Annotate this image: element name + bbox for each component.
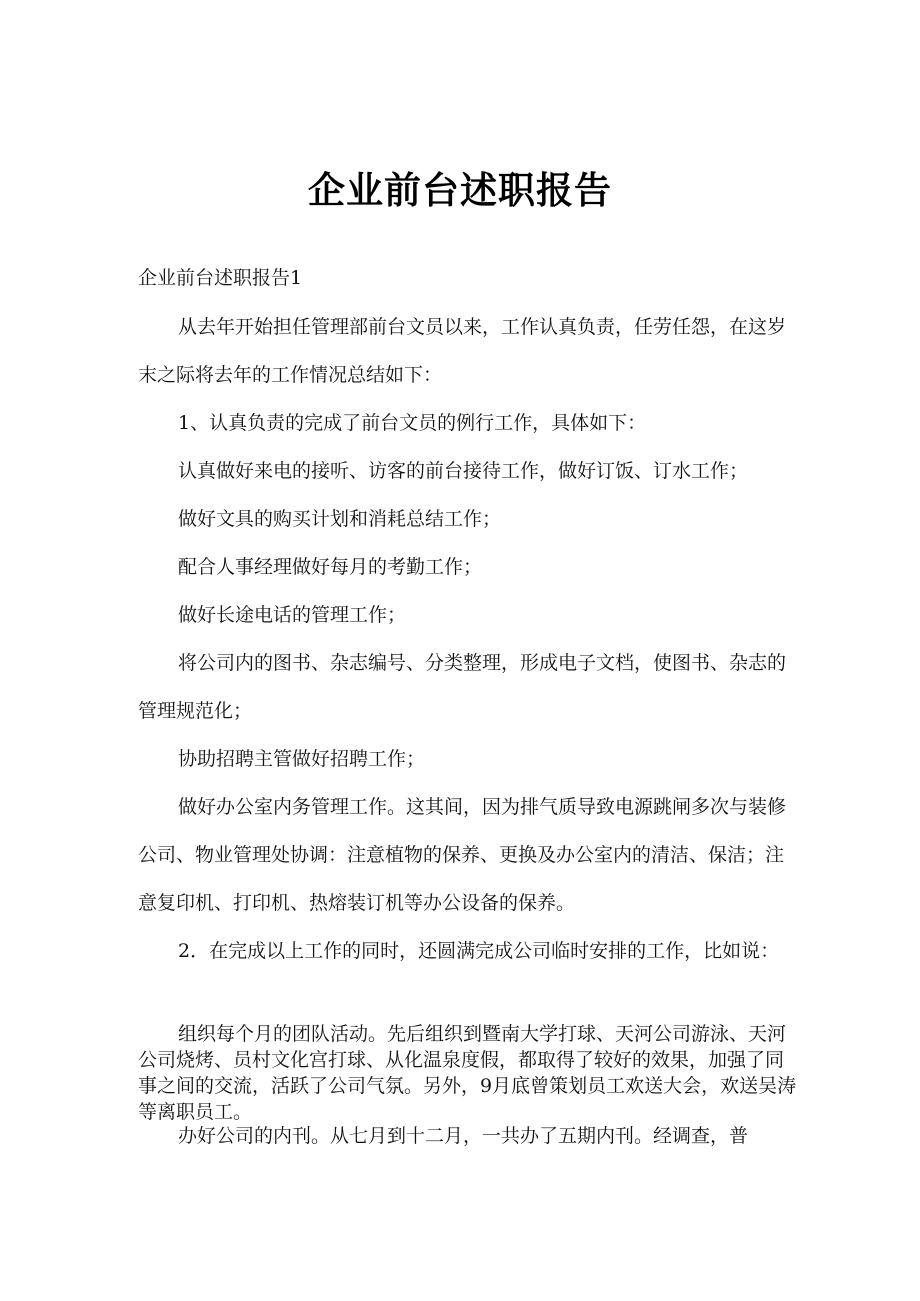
paragraph-newsletter: 办好公司的内刊。从七月到十二月，一共办了五期内刊。经调查，普 [178,1125,749,1147]
paragraph-team-activities: 组织每个月的团队活动。先后组织到暨南大学打球、天河公司游泳、天河公司烧烤、员村文化宫打球、从化温泉度假，都取得了较好的效果，加强了同事之间的交流，活跃了公司气氛。另外，9月底曾策划员工欢送大会，欢送吴涛等离职员工。 [138,1023,797,1123]
paragraph-long-distance: 做好长途电话的管理工作； [178,604,407,626]
paragraph-attendance: 配合人事经理做好每月的考勤工作； [178,556,483,578]
paragraph-library: 将公司内的图书、杂志编号、分类整理，形成电子文档，使图书、杂志的管理规范化； [138,652,787,722]
paragraph-intro: 从去年开始担任管理部前台文员以来，工作认真负责，任劳任怨，在这岁末之际将去年的工作情况总结如下： [138,316,787,386]
paragraph-stationery: 做好文具的购买计划和消耗总结工作； [178,508,502,530]
paragraph-reception: 认真做好来电的接听、访客的前台接待工作，做好订饭、订水工作； [178,460,749,482]
paragraph-item-1: 1、认真负责的完成了前台文员的例行工作，具体如下： [178,412,647,434]
paragraph-office-affairs: 做好办公室内务管理工作。这其间，因为排气质导致电源跳闸多次与装修公司、物业管理处协调：注意植物的保养、更换及办公室内的清洁、保洁；注意复印机、打印机、热熔装订机等办公设备的保养。 [138,796,787,914]
paragraph-recruiting: 协助招聘主管做好招聘工作； [178,748,426,770]
section-heading: 企业前台述职报告1 [138,267,303,289]
paragraph-item-2: 2．在完成以上工作的同时，还圆满完成公司临时安排的工作，比如说： [178,940,780,962]
document-title: 企业前台述职报告 [308,169,612,212]
